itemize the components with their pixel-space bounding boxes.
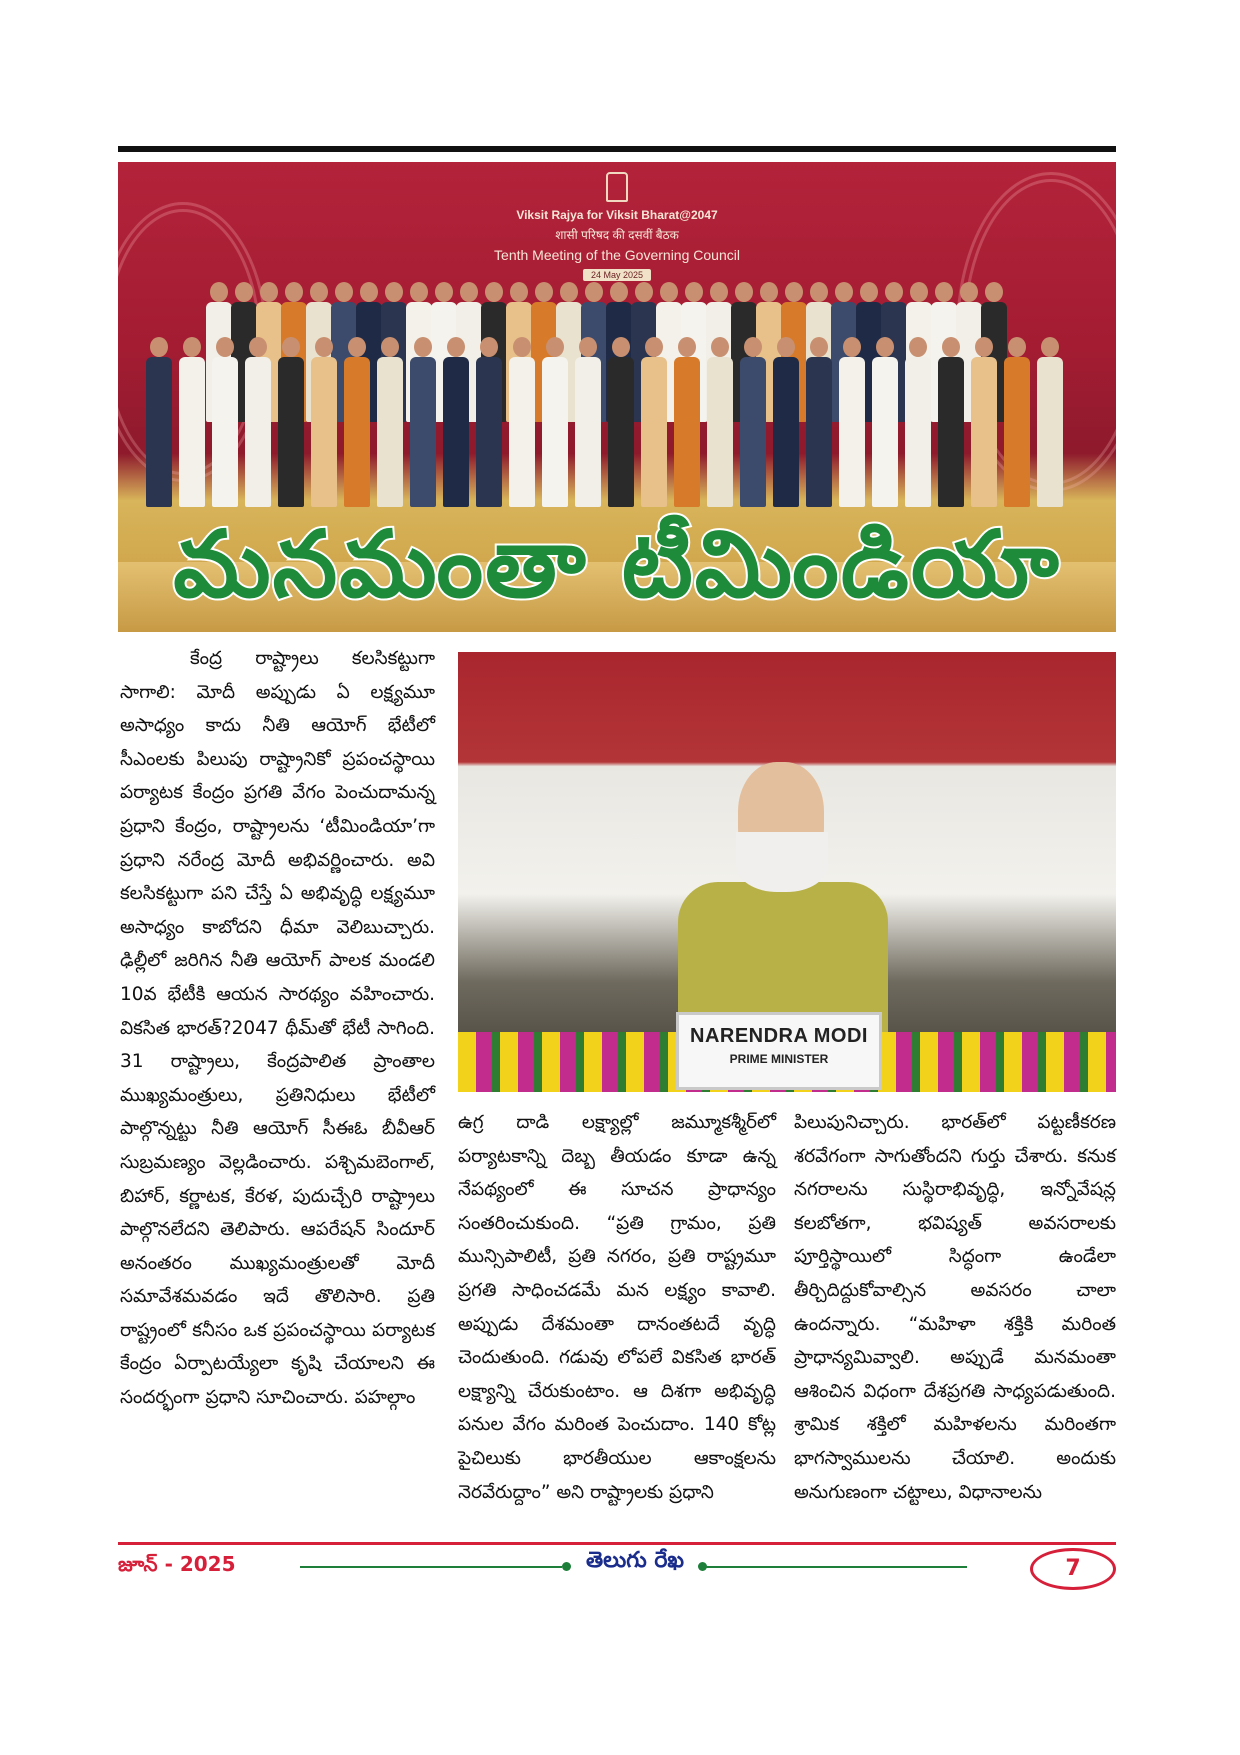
person-figure <box>1006 337 1028 507</box>
article-column-1 <box>120 642 435 1415</box>
footer-ornament-line <box>300 1566 562 1568</box>
person-figure <box>280 337 302 507</box>
person-figure <box>148 337 170 507</box>
person-figure <box>445 337 467 507</box>
article-column-3 <box>794 1106 1116 1509</box>
person-figure <box>247 337 269 507</box>
person-figure <box>214 337 236 507</box>
person-figure <box>577 337 599 507</box>
top-rule <box>118 146 1116 152</box>
person-figure <box>709 337 731 507</box>
person-figure <box>478 337 500 507</box>
article-column-2 <box>458 1106 776 1509</box>
meeting-banner <box>118 172 1116 282</box>
issue-date: జూన్ - 2025 <box>118 1552 236 1576</box>
article-text: ఉగ్ర దాడి లక్ష్యాల్లో జమ్మూకశ్మీర్‌లో పర్యాటకాన్ని దెబ్బ తీయడం కూడా ఉన్న నేపథ్యంలో ఈ సూచన ప్రాధాన్యం సంతరించుకుంది. “ప్రతి గ్రామం, ప్రతి మున్సిపాలిటీ, ప్రతి నగరం, ప్రతి రాష్ట్రమూ ప్రగతి సాధించడమే మన లక్ష్యం కావాలి. అప్పుడు దేశమంతా దానంతటదే వృద్ధి చెందుతుంది. గడువు లోపలే వికసిత భారత్ లక్ష్యాన్ని చేరుకుంటాం. ఆ దిశగా అభివృద్ధి పనుల వేగం మరింత పెంచుదాం. 140 కోట్ల పైచిలుకు భారతీయుల ఆకాంక్షలను నెరవేరుద్దాం” అని రాష్ట్రాలకు ప్రధాని <box>458 1112 776 1503</box>
person-figure <box>181 337 203 507</box>
person-figure <box>412 337 434 507</box>
footer-rule <box>118 1542 1116 1545</box>
person-figure <box>973 337 995 507</box>
person-figure <box>940 337 962 507</box>
person-figure <box>808 337 830 507</box>
person-figure <box>346 337 368 507</box>
magazine-name: తెలుగు రేఖ <box>585 1548 685 1573</box>
person-figure <box>775 337 797 507</box>
person-figure <box>544 337 566 507</box>
person-figure <box>841 337 863 507</box>
article-text: కేంద్ర రాష్ట్రాలు కలసికట్టుగా సాగాలి: మోదీ అప్పుడు ఏ లక్ష్యమూ అసాధ్యం కాదు నీతి ఆయోగ్ భేటీలో సీఎంలకు పిలుపు రాష్ట్రానికో ప్రపంచస్థాయి పర్యాటక కేంద్రం ప్రగతి వేగం పెంచుదామన్న ప్రధాని కేంద్రం, రాష్ట్రాలను ‘టీమిండియా’గా ప్రధాని నరేంద్ర మోదీ అభివర్ణించారు. అవి కలసికట్టుగా పని చేస్తే ఏ అభివృద్ధి లక్ష్యమూ అసాధ్యం కాబోదని ధీమా వెలిబుచ్చారు. ఢిల్లీలో జరిగిన నీతి ఆయోగ్ పాలక మండలి 10వ భేటీకి ఆయన సారథ్యం వహించారు. వికసిత భారత్?2047 థీమ్‌తో భేటీ సాగింది. 31 రాష్ట్రాలు, కేంద్రపాలిత ప్రాంతాల ముఖ్యమంత్రులు, ప్రతినిధులు భేటీలో పాల్గొన్నట్టు నీతి ఆయోగ్ సీఈఓ బీవీఆర్ సుబ్రమణ్యం వెల్లడించారు. పశ్చిమబెంగాల్, బిహార్, కర్ణాటక, కేరళ, పుదుచ్చేరి రాష్ట్రాలు పాల్గొనలేదని తెలిపారు. ఆపరేషన్ సిందూర్ అనంతరం ముఖ్యమంత్రులతో మోదీ సమావేశమవడం ఇదే తొలిసారి. ప్రతి రాష్ట్రంలో కనీసం ఒక ప్రపంచస్థాయి పర్యాటక కేంద్రం ఏర్పాటయ్యేలా కృషి చేయాలని ఈ సందర్భంగా ప్రధాని సూచించారు. పహల్గాం <box>120 648 435 1409</box>
page-number: 7 <box>1030 1548 1116 1590</box>
person-figure <box>1039 337 1061 507</box>
banner-hindi: शासी परिषद की दसवीं बैठक <box>555 228 679 242</box>
person-figure <box>907 337 929 507</box>
footer-ornament-line <box>705 1566 967 1568</box>
nameplate <box>676 1012 882 1090</box>
person-figure <box>511 337 533 507</box>
person-figure <box>874 337 896 507</box>
person-figure <box>610 337 632 507</box>
person-figure <box>313 337 335 507</box>
person-figure <box>379 337 401 507</box>
person-figure <box>676 337 698 507</box>
nameplate-title: PRIME MINISTER <box>729 1052 829 1066</box>
banner-theme: Viksit Rajya for Viksit Bharat@2047 <box>516 208 718 222</box>
prime-minister-photo <box>458 652 1116 1092</box>
person-figure <box>742 337 764 507</box>
nameplate-name: NARENDRA MODI <box>690 1025 868 1047</box>
person-figure <box>643 337 665 507</box>
article-text: పిలుపునిచ్చారు. భారత్‌లో పట్టణీకరణ శరవేగంగా సాగుతోందని గుర్తు చేశారు. కనుక నగరాలను సుస్థిరాభివృద్ధి, ఇన్నోవేషన్ల కలబోతగా, భవిష్యత్ అవసరాలకు పూర్తిస్థాయిలో సిద్ధంగా ఉండేలా తీర్చిదిద్దుకోవాల్సిన అవసరం చాలా ఉందన్నారు. “మహిళా శక్తికి మరింత ప్రాధాన్యమివ్వాలి. అప్పుడే మనమంతా ఆశించిన విధంగా దేశప్రగతి సాధ్యపడుతుంది. శ్రామిక శక్తిలో మహిళలను మరింతగా భాగస్వాములను చేయాలి. అందుకు అనుగుణంగా చట్టాలు, విధానాలను <box>794 1112 1116 1503</box>
banner-title: Tenth Meeting of the Governing Council <box>494 247 740 263</box>
national-emblem-icon <box>606 172 628 202</box>
banner-date: 24 May 2025 <box>583 269 651 281</box>
headline: మనమంతా టీమిండియా <box>173 511 1061 618</box>
